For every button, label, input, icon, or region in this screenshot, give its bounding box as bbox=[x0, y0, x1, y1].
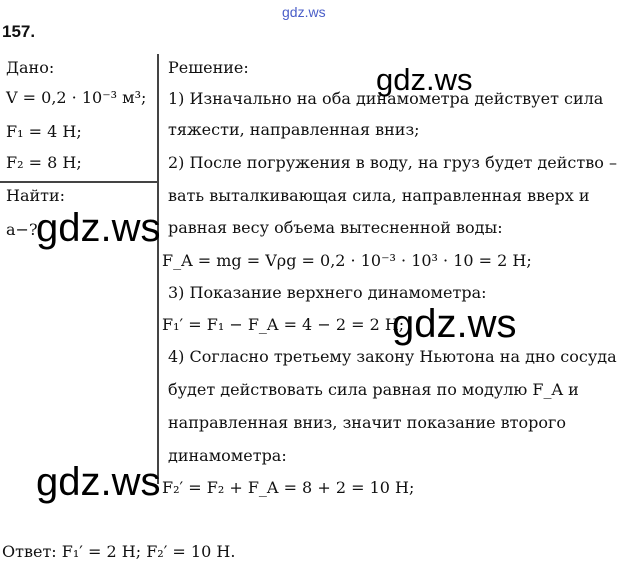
watermark: gdz.ws bbox=[392, 302, 517, 346]
solution-line: динамометра: bbox=[168, 446, 287, 465]
watermark: gdz.ws bbox=[36, 460, 161, 504]
formula-f1: F₁′ = F₁ − F_A = 4 − 2 = 2 Н; bbox=[162, 315, 405, 334]
given-title: Дано: bbox=[6, 58, 55, 77]
solution-line: направленная вниз, значит показание второго bbox=[168, 413, 567, 432]
given-find-divider bbox=[0, 181, 158, 183]
solution-line: тяжести, направленная вниз; bbox=[168, 120, 420, 139]
formula-archimedes: F_A = mg = Vρg = 0,2 · 10⁻³ · 10³ · 10 = 2 Н; bbox=[162, 251, 532, 270]
solution-title: Решение: bbox=[168, 58, 249, 77]
column-divider bbox=[157, 54, 159, 484]
watermark: gdz.ws bbox=[36, 206, 161, 250]
solution-line: 1) Изначально на оба динамометра действует сила bbox=[168, 89, 604, 108]
find-value: a−? bbox=[6, 220, 38, 239]
given-line: V = 0,2 · 10⁻³ м³; bbox=[6, 88, 147, 107]
watermark: gdz.ws bbox=[376, 62, 473, 97]
solution-line: 3) Показание верхнего динамометра: bbox=[168, 283, 487, 302]
find-title: Найти: bbox=[6, 186, 66, 205]
solution-line: 4) Согласно третьему закону Ньютона на дно сосуда bbox=[168, 347, 617, 366]
solution-line: равная весу объема вытесненной воды: bbox=[168, 218, 503, 237]
given-line: F₁ = 4 Н; bbox=[6, 122, 82, 141]
problem-number: 157. bbox=[2, 22, 36, 41]
formula-f2: F₂′ = F₂ + F_A = 8 + 2 = 10 Н; bbox=[162, 478, 415, 497]
watermark-top: gdz.ws bbox=[282, 4, 326, 20]
given-line: F₂ = 8 Н; bbox=[6, 153, 82, 172]
solution-line: 2) После погружения в воду, на груз будет действо – bbox=[168, 153, 617, 172]
answer: Ответ: F₁′ = 2 Н; F₂′ = 10 Н. bbox=[2, 542, 236, 561]
solution-line: будет действовать сила равная по модулю F_A и bbox=[168, 380, 579, 399]
solution-line: вать выталкивающая сила, направленная вверх и bbox=[168, 186, 590, 205]
